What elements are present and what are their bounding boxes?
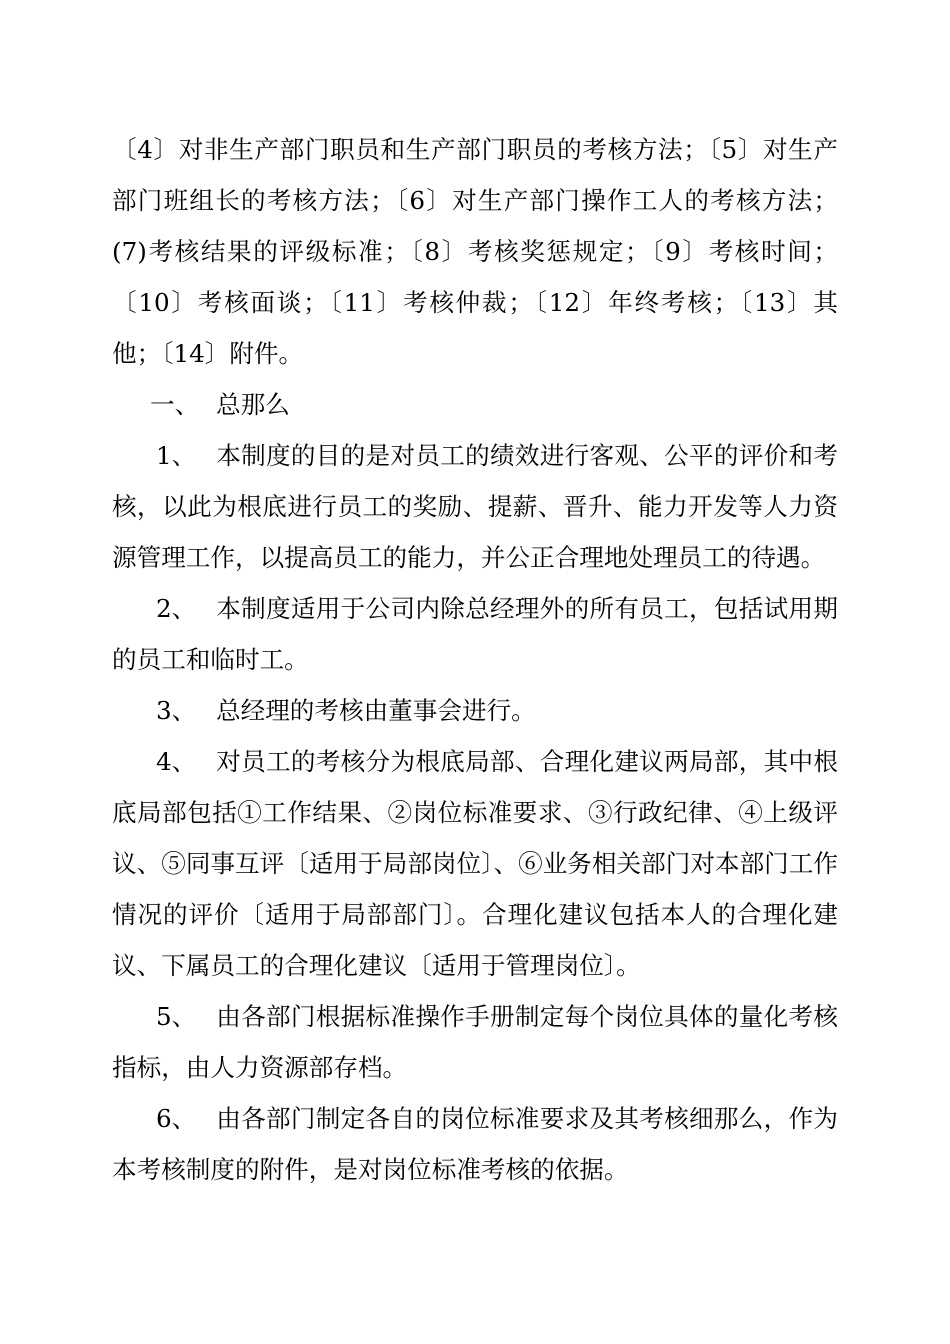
clause-number: 3、: [156, 696, 197, 725]
clause-text: 总经理的考核由董事会进行。: [216, 696, 536, 725]
clause-number: 5、: [156, 1002, 197, 1031]
clause-5: [112, 991, 838, 1093]
clause-number: 1、: [156, 441, 197, 470]
clause-4: [112, 736, 838, 991]
section-heading: [112, 379, 838, 430]
section-number: 一、: [150, 390, 200, 419]
clause-number: 2、: [156, 594, 197, 623]
document-page: [112, 124, 838, 1195]
section-title: 总那么: [216, 390, 290, 419]
clause-6: [112, 1093, 838, 1195]
clause-2: [112, 583, 838, 685]
clause-text: 本制度的目的是对员工的绩效进行客观、公平的评价和考核，以此为根底进行员工的奖励、提薪、晋升、能力开发等人力资源管理工作，以提高员工的能力，并公正合理地处理员工的待遇。: [112, 441, 838, 572]
clause-3: [112, 685, 838, 736]
clause-1: [112, 430, 838, 583]
clause-number: 4、: [156, 747, 197, 776]
clause-text: 由各部门制定各自的岗位标准要求及其考核细那么，作为本考核制度的附件，是对岗位标准考核的依据。: [112, 1104, 838, 1184]
intro-paragraph: 〔4〕对非生产部门职员和生产部门职员的考核方法；〔5〕对生产部门班组长的考核方法；〔6〕对生产部门操作工人的考核方法；(7)考核结果的评级标准；〔8〕考核奖惩规定；〔9〕考核时间；〔10〕考核面谈；〔11〕考核仲裁；〔12〕年终考核；〔13〕其他；〔14〕附件。: [112, 135, 838, 368]
clause-text: 对员工的考核分为根底局部、合理化建议两局部，其中根底局部包括①工作结果、②岗位标准要求、③行政纪律、④上级评议、⑤同事互评〔适用于局部岗位〕、⑥业务相关部门对本部门工作情况的评价〔适用于局部部门〕。合理化建议包括本人的合理化建议、下属员工的合理化建议〔适用于管理岗位〕。: [112, 747, 838, 980]
clause-text: 由各部门根据标准操作手册制定每个岗位具体的量化考核指标，由人力资源部存档。: [112, 1002, 838, 1082]
clause-text: 本制度适用于公司内除总经理外的所有员工，包括试用期的员工和临时工。: [112, 594, 838, 674]
clause-number: 6、: [156, 1104, 197, 1133]
